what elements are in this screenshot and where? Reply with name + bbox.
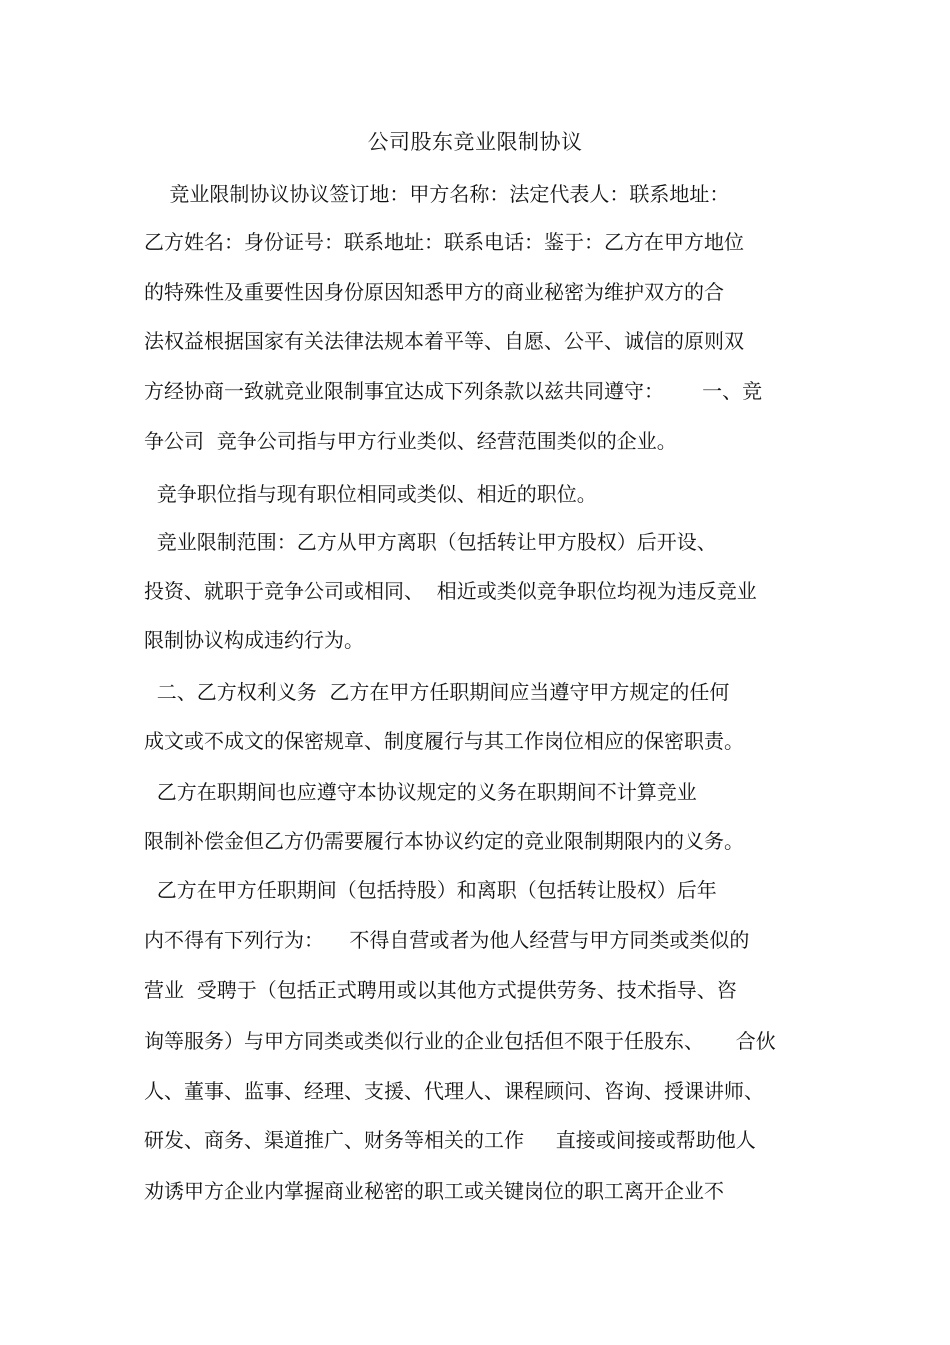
paragraph-line: 人、董事、监事、经理、支援、代理人、课程顾问、咨询、授课讲师、	[144, 1079, 764, 1103]
paragraph-line: 询等服务）与甲方同类或类似行业的企业包括但不限于任股东、 合伙	[144, 1029, 776, 1053]
paragraph-line: 乙方姓名：身份证号：联系地址：联系电话：鉴于：乙方在甲方地位	[144, 230, 744, 254]
paragraph-line: 劝诱甲方企业内掌握商业秘密的职工或关键岗位的职工离开企业不	[144, 1179, 724, 1203]
paragraph-line: 方经协商一致就竞业限制事宜达成下列条款以兹共同遵守： 一、竞	[144, 379, 763, 403]
paragraph-line: 乙方在甲方任职期间（包括持股）和离职（包括转让股权）后年	[144, 878, 717, 902]
paragraph-line: 法权益根据国家有关法律法规本着平等、自愿、公平、诚信的原则双	[144, 329, 744, 353]
paragraph-line: 投资、就职于竞争公司或相同、 相近或类似竞争职位均视为违反竞业	[144, 579, 757, 603]
paragraph-line: 内不得有下列行为： 不得自营或者为他人经营与甲方同类或类似的	[144, 928, 750, 952]
paragraph-line: 竞业限制协议协议签订地：甲方名称：法定代表人：联系地址：	[144, 182, 730, 206]
paragraph-line: 竞争职位指与现有职位相同或类似、相近的职位。	[144, 482, 597, 506]
paragraph-line: 的特殊性及重要性因身份原因知悉甲方的商业秘密为维护双方的合	[144, 280, 724, 304]
paragraph-line: 成文或不成文的保密规章、制度履行与其工作岗位相应的保密职责。	[144, 729, 744, 753]
paragraph-line: 二、乙方权利义务 乙方在甲方任职期间应当遵守甲方规定的任何	[144, 680, 730, 704]
paragraph-line: 竞业限制范围：乙方从甲方离职（包括转让甲方股权）后开设、	[144, 530, 717, 554]
paragraph-line: 争公司 竞争公司指与甲方行业类似、经营范围类似的企业。	[144, 429, 677, 453]
paragraph-line: 限制协议构成违约行为。	[144, 628, 364, 652]
paragraph-line: 研发、商务、渠道推广、财务等相关的工作 直接或间接或帮助他人	[144, 1128, 756, 1152]
paragraph-line: 乙方在职期间也应遵守本协议规定的义务在职期间不计算竞业	[144, 780, 697, 804]
paragraph-line: 限制补偿金但乙方仍需要履行本协议约定的竞业限制期限内的义务。	[144, 829, 744, 853]
document-title: 公司股东竞业限制协议	[367, 130, 583, 154]
paragraph-line: 营业 受聘于（包括正式聘用或以其他方式提供劳务、技术指导、咨	[144, 978, 737, 1002]
